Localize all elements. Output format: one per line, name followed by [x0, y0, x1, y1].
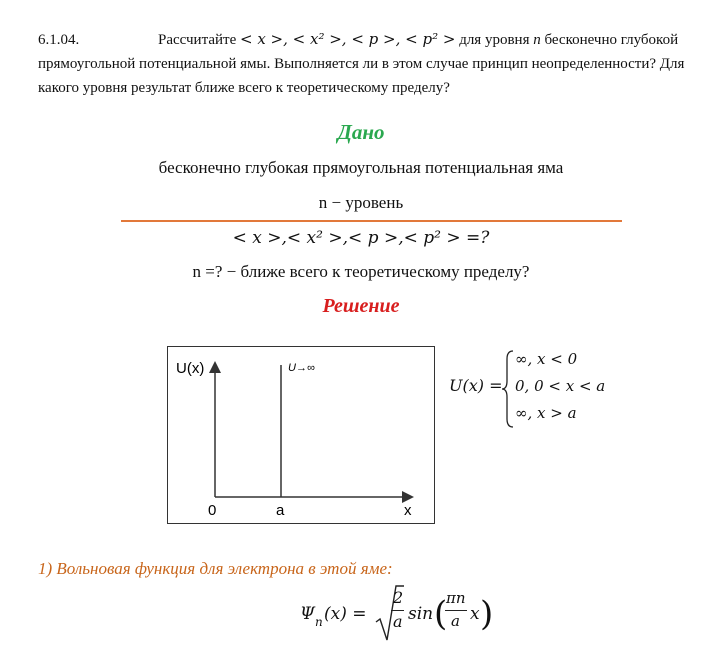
piecewise-lhs: U(x) =	[449, 376, 503, 395]
problem-statement	[38, 27, 703, 100]
inner-numerator: πn	[446, 589, 466, 607]
piecewise-brace	[501, 349, 515, 429]
origin-label: 0	[208, 502, 217, 519]
problem-text-before: Рассчитайте	[158, 32, 237, 48]
solution-heading: Решение	[322, 295, 400, 317]
wavefunction-formula	[300, 584, 520, 644]
problem-text-after: бесконечно глубокой прямоугольной потенциальной ямы. Выполняется ли в этом случае принцип неопределенности? Для какого уровня результат ближе всего к теоретическому пределу?	[38, 32, 685, 96]
sqrt-denominator: a	[393, 612, 403, 631]
find-quantities: < x >,< x² >,< p >,< p² > =?	[232, 228, 490, 248]
given-divider	[121, 220, 622, 222]
sqrt-fraction-bar	[391, 610, 404, 611]
y-axis-label: U(x)	[176, 360, 205, 377]
sqrt-numerator: 2	[393, 588, 404, 607]
problem-text-level: для уровня	[459, 32, 530, 48]
problem-quantities: < x >, < x² >, < p >, < p² >	[239, 30, 456, 48]
inner-fraction-bar	[445, 610, 467, 611]
inner-variable: x	[470, 604, 480, 624]
psi-symbol: Ψ	[300, 604, 315, 624]
piecewise-case-1: ∞, x < 0	[515, 350, 578, 368]
inner-denominator: a	[451, 612, 460, 630]
potential-well-graph	[167, 346, 435, 524]
step-1-text: 1) Вольновая функция для электрона в этой яме:	[38, 559, 393, 578]
given-line-level: n − уровень	[318, 193, 404, 212]
piecewise-case-2: 0, 0 < x < a	[515, 377, 606, 395]
psi-subscript: n	[315, 615, 323, 629]
potential-piecewise	[445, 349, 645, 429]
x-axis-label: x	[404, 502, 412, 519]
sin-function: sin	[408, 604, 434, 624]
paren-left: (	[434, 594, 448, 634]
psi-argument: (x) =	[324, 604, 367, 624]
problem-n: n	[533, 32, 541, 48]
wall-label: U→∞	[288, 362, 315, 374]
paren-right: )	[480, 594, 494, 634]
find-level: n =? − ближе всего к теоретическому пределу?	[192, 262, 530, 281]
potential-graph-svg	[168, 347, 434, 523]
problem-number: 6.1.04.	[38, 32, 80, 48]
given-heading: Дано	[337, 120, 385, 144]
a-label: a	[276, 502, 285, 519]
given-line-well: бесконечно глубокая прямоугольная потенциальная яма	[158, 158, 564, 177]
piecewise-case-3: ∞, x > a	[515, 404, 577, 422]
